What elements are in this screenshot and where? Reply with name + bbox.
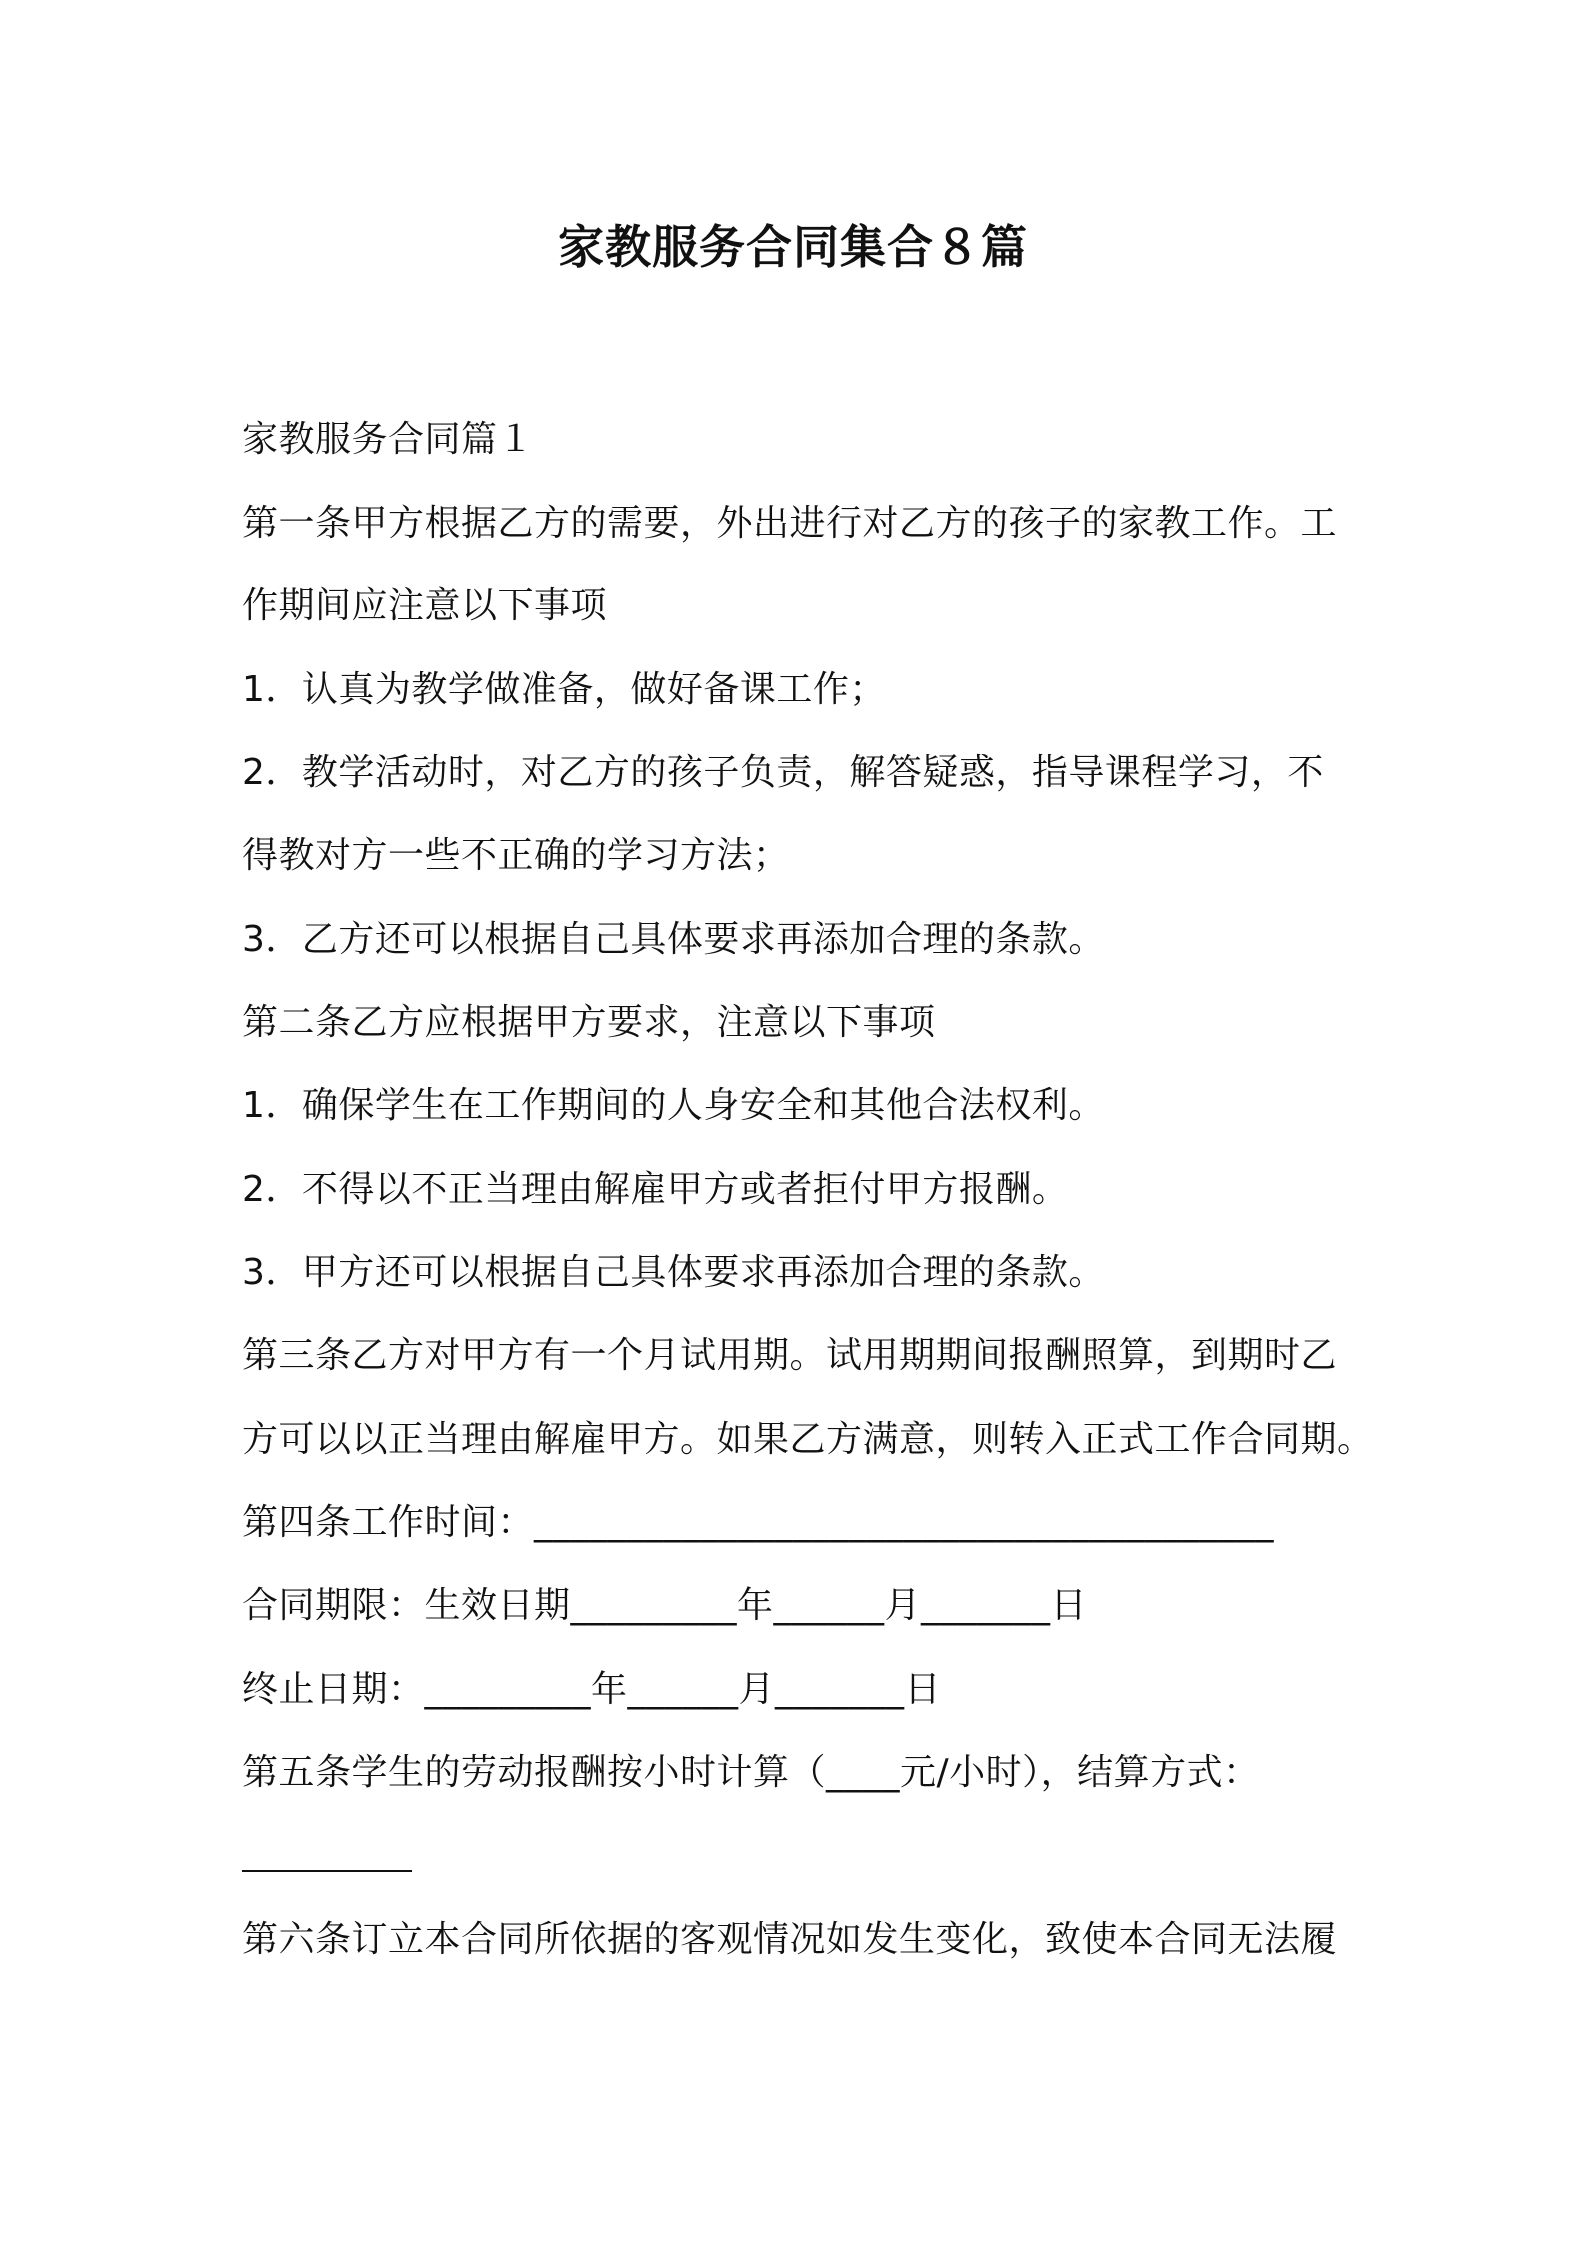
paragraph-line: 第六条订立本合同所依据的客观情况如发生变化，致使本合同无法履 [242, 1919, 1338, 1960]
blank-underline [242, 1870, 412, 1872]
paragraph-line: 终止日期：_________年______月_______日 [242, 1669, 942, 1710]
paragraph-line: 第四条工作时间：________________________________________ [242, 1502, 1275, 1543]
paragraph-line: 第五条学生的劳动报酬按小时计算（____元/小时），结算方式： [242, 1752, 1260, 1793]
paragraph-line: 第一条甲方根据乙方的需要，外出进行对乙方的孩子的家教工作。工 [242, 503, 1338, 544]
list-item: 1．认真为教学做准备，做好备课工作； [242, 669, 886, 710]
paragraph-line: 方可以以正当理由解雇甲方。如果乙方满意，则转入正式工作合同期。 [242, 1419, 1374, 1460]
document-title: 家教服务合同集合８篇 [558, 220, 1028, 274]
paragraph-line: 第三条乙方对甲方有一个月试用期。试用期期间报酬照算，到期时乙 [242, 1335, 1338, 1376]
list-item: 2．不得以不正当理由解雇甲方或者拒付甲方报酬。 [242, 1169, 1069, 1210]
list-item: 2．教学活动时，对乙方的孩子负责，解答疑惑，指导课程学习，不 [242, 752, 1324, 793]
list-item: 3．乙方还可以根据自己具体要求再添加合理的条款。 [242, 919, 1105, 960]
paragraph-line: 得教对方一些不正确的学习方法； [242, 835, 790, 876]
paragraph-line: 合同期限：生效日期_________年______月_______日 [242, 1585, 1088, 1626]
paragraph-line: 作期间应注意以下事项 [242, 585, 608, 626]
list-item: 3．甲方还可以根据自己具体要求再添加合理的条款。 [242, 1252, 1105, 1293]
list-item: 1．确保学生在工作期间的人身安全和其他合法权利。 [242, 1085, 1105, 1126]
paragraph-line: 第二条乙方应根据甲方要求，注意以下事项 [242, 1002, 936, 1043]
section-heading: 家教服务合同篇１ [242, 419, 535, 460]
